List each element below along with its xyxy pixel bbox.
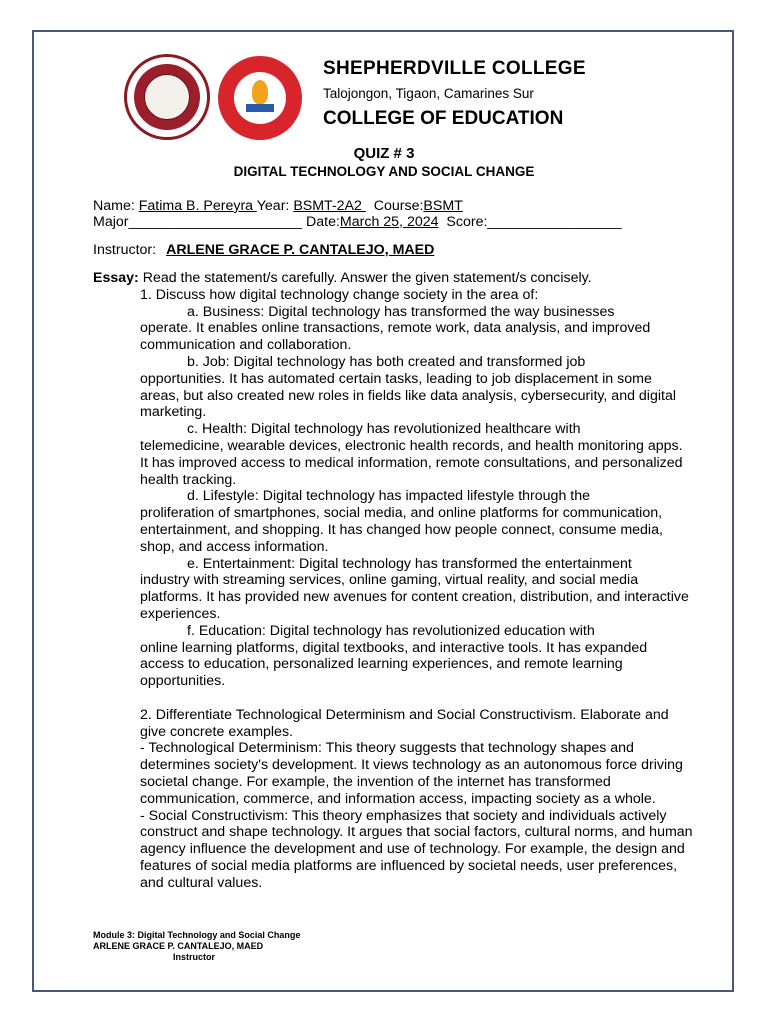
year-label: Year:: [256, 198, 294, 214]
essay-label: Essay:: [93, 270, 139, 286]
college-name: SHEPHERDVILLE COLLEGE: [323, 58, 586, 79]
answer-item: [93, 421, 693, 488]
shepherdville-college-seal: [124, 54, 210, 140]
answer-rest: proliferation of smartphones, social media, and online platforms for communication, entertainment, and shopping. It has changed how people connect, consume media, shop, and access information.: [140, 505, 663, 555]
course-value: BSMT: [423, 198, 463, 214]
question-2: 2. Differentiate Technological Determinism and Social Constructivism. Elaborate and give concrete examples.: [140, 706, 669, 740]
answer-rest: opportunities. It has automated certain tasks, leading to job displacement in some areas, but also created new roles in fields like data analysis, cybersecurity, and digital marketing.: [140, 370, 676, 421]
college-address: Talojongon, Tigaon, Camarines Sur: [323, 86, 534, 101]
major-date-line: [93, 214, 622, 230]
student-info-line: [93, 198, 463, 214]
college-department: COLLEGE OF EDUCATION: [323, 108, 564, 129]
quiz-subtitle: DIGITAL TECHNOLOGY AND SOCIAL CHANGE: [233, 164, 535, 179]
answer-item: [93, 556, 693, 623]
instructor-line: [93, 242, 434, 258]
instructor-label: Instructor:: [93, 242, 157, 258]
year-value: BSMT-2A2: [293, 198, 366, 214]
answer-item: [93, 623, 693, 690]
essay-body: [93, 270, 693, 891]
answer-lead: b. Job: Digital technology has both created and transformed job: [187, 353, 586, 370]
answer-lead: c. Health: Digital technology has revolutionized healthcare with: [187, 421, 581, 438]
technological-determinism-answer: - Technological Determinism: This theory suggests that technology shapes and determines society's development. It views technology as an autonomous force driving societal change. For example, the invention of the internet has transformed communication, commerce, and information access, impacting society as a whole.: [140, 740, 683, 807]
answer-rest: operate. It enables online transactions, remote work, data analysis, and improved communication and collaboration.: [140, 320, 651, 354]
name-label: Name:: [93, 198, 139, 214]
score-label: Score:_________________: [438, 214, 622, 230]
answer-rest: online learning platforms, digital textbooks, and interactive tools. It has expanded access to education, personalized learning experiences, and remote learning opportunities.: [140, 639, 648, 690]
answer-lead: f. Education: Digital technology has revolutionized education with: [187, 622, 595, 639]
answer-rest: telemedicine, wearable devices, electronic health records, and health monitoring apps. It has improved access to medical information, remote consultations, and personalized health tracking.: [140, 437, 683, 488]
major-label: Major______________________ Date:: [93, 214, 340, 230]
answer-item: [93, 304, 693, 354]
essay-instruction: Read the statement/s carefully. Answer the given statement/s concisely.: [138, 270, 592, 286]
answer-lead: d. Lifestyle: Digital technology has impacted lifestyle through the: [187, 488, 590, 505]
answer-lead: a. Business: Digital technology has transformed the way businesses: [187, 303, 615, 320]
social-constructivism-answer: - Social Constructivism: This theory emphasizes that society and individuals actively construct and shape technology. It argues that social factors, cultural norms, and human agency influence the development and use of technology. For example, the design and features of social media platforms are influenced by societal needs, user preferences, and cultural values.: [140, 807, 693, 891]
date-value: March 25, 2024: [339, 214, 439, 230]
instructor-name: ARLENE GRACE P. CANTALEJO, MAED: [166, 242, 435, 258]
question-2-block: [93, 707, 693, 892]
quiz-title: QUIZ # 3: [353, 145, 415, 162]
question-1: 1. Discuss how digital technology change society in the area of:: [140, 286, 539, 303]
footer-role: Instructor: [173, 952, 216, 962]
footer-instructor: ARLENE GRACE P. CANTALEJO, MAED: [93, 941, 264, 951]
footer-module: Module 3: Digital Technology and Social Change: [93, 930, 301, 940]
college-of-education-seal: [218, 56, 302, 140]
page-footer: [93, 930, 300, 963]
answer-lead: e. Entertainment: Digital technology has transformed the entertainment: [187, 555, 632, 572]
answer-item: [93, 354, 693, 421]
answer-rest: industry with streaming services, online gaming, virtual reality, and social media platforms. It has provided new avenues for content creation, distribution, and interactive experiences.: [140, 572, 689, 622]
answer-item: [93, 488, 693, 555]
course-label: Course:: [365, 198, 424, 214]
name-value: Fatima B. Pereyra: [138, 198, 257, 214]
